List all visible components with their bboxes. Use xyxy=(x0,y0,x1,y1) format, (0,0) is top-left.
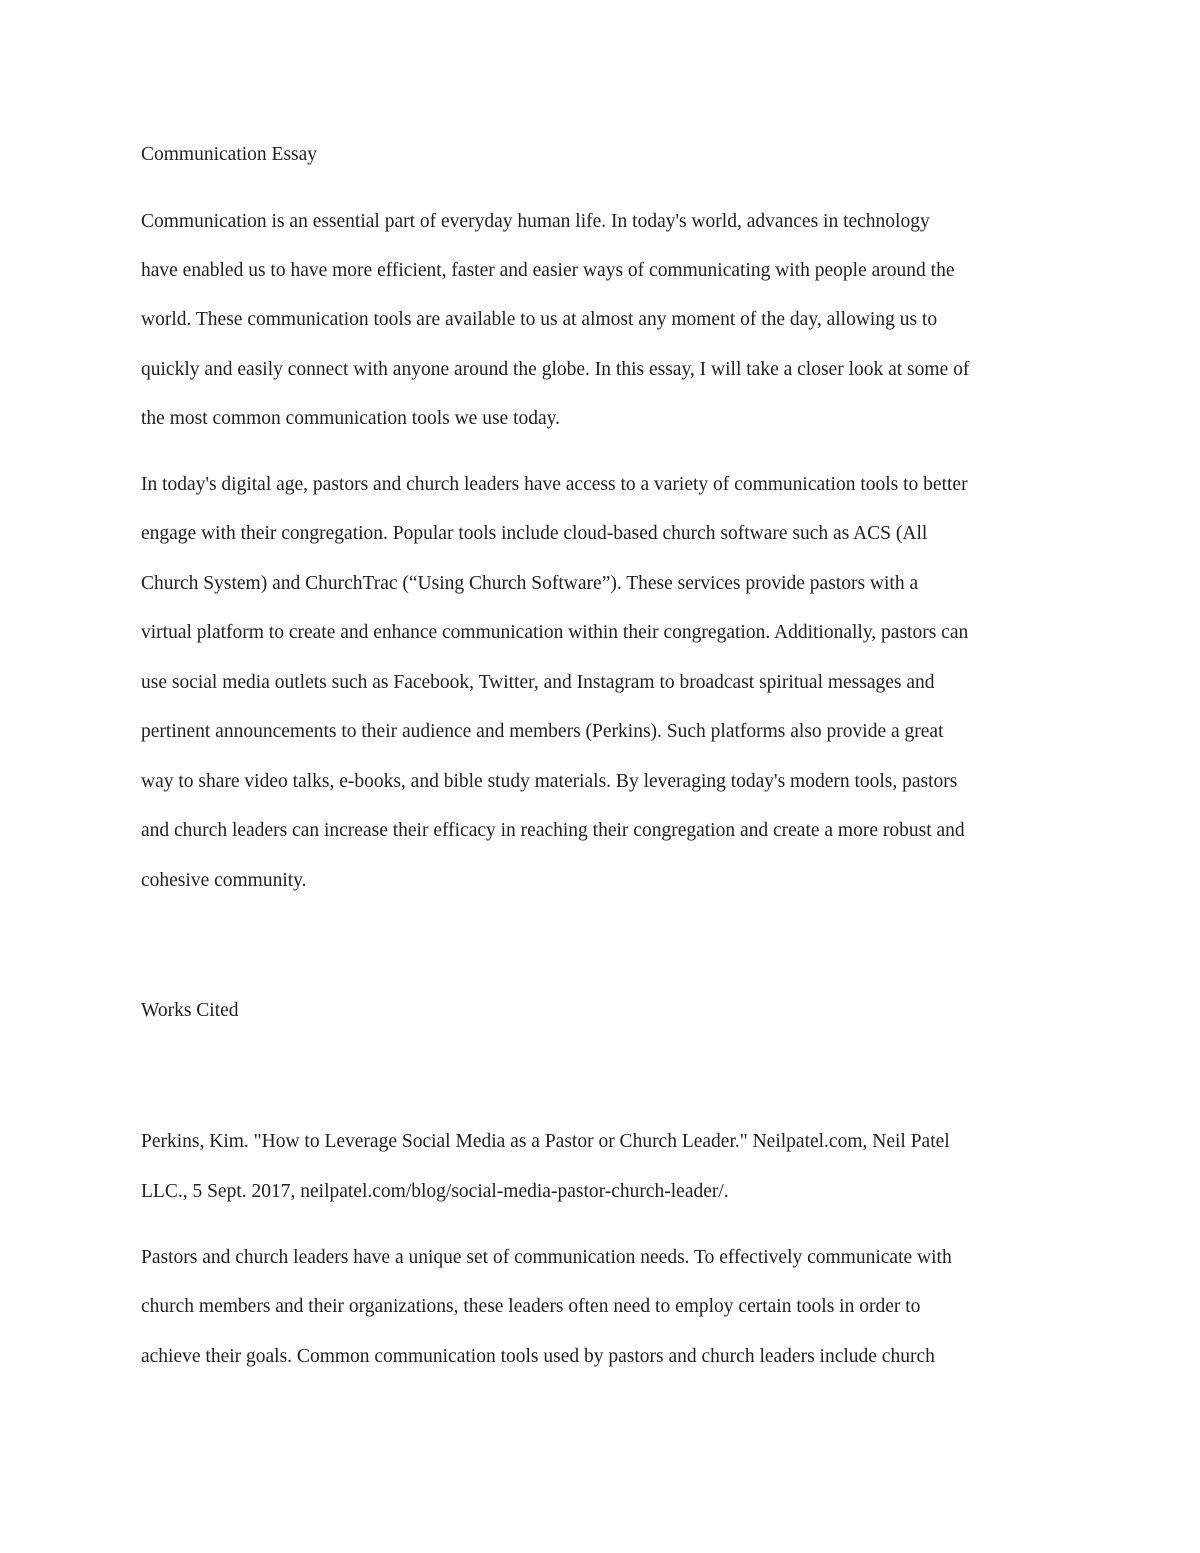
closing-line: achieve their goals. Common communication tools used by pastors and church leaders include church xyxy=(141,1346,935,1367)
body-line: and church leaders can increase their efficacy in reaching their congregation and create a more robust and xyxy=(141,820,965,841)
body-line: use social media outlets such as Facebook, Twitter, and Instagram to broadcast spiritual messages and xyxy=(141,672,935,693)
body-line: pertinent announcements to their audience and members (Perkins). Such platforms also provide a great xyxy=(141,721,944,742)
closing-line: church members and their organizations, these leaders often need to employ certain tools in order to xyxy=(141,1296,921,1317)
intro-line: Communication is an essential part of everyday human life. In today's world, advances in technology xyxy=(141,211,930,232)
works-cited-heading: Works Cited xyxy=(141,1000,239,1021)
body-line: Church System) and ChurchTrac (“Using Church Software”). These services provide pastors with a xyxy=(141,573,919,594)
body-line: virtual platform to create and enhance communication within their congregation. Additionally, pastors can xyxy=(141,622,969,643)
body-line: way to share video talks, e-books, and bible study materials. By leveraging today's modern tools, pastors xyxy=(141,771,958,792)
body-line: engage with their congregation. Popular tools include cloud-based church software such as ACS (All xyxy=(141,523,928,544)
citation-line: LLC., 5 Sept. 2017, neilpatel.com/blog/social-media-pastor-church-leader/. xyxy=(141,1181,729,1202)
body-line: In today's digital age, pastors and church leaders have access to a variety of communication tools to better xyxy=(141,474,968,495)
closing-line: Pastors and church leaders have a unique set of communication needs. To effectively communicate with xyxy=(141,1247,952,1268)
intro-line: quickly and easily connect with anyone around the globe. In this essay, I will take a closer look at some of xyxy=(141,359,970,380)
intro-line: world. These communication tools are available to us at almost any moment of the day, allowing us to xyxy=(141,309,938,330)
citation-line: Perkins, Kim. "How to Leverage Social Media as a Pastor or Church Leader." Neilpatel.com, Neil Patel xyxy=(141,1131,950,1152)
body-line: cohesive community. xyxy=(141,870,307,891)
essay-title: Communication Essay xyxy=(141,144,318,165)
intro-line: the most common communication tools we use today. xyxy=(141,408,561,429)
intro-line: have enabled us to have more efficient, faster and easier ways of communicating with people around the xyxy=(141,260,955,281)
